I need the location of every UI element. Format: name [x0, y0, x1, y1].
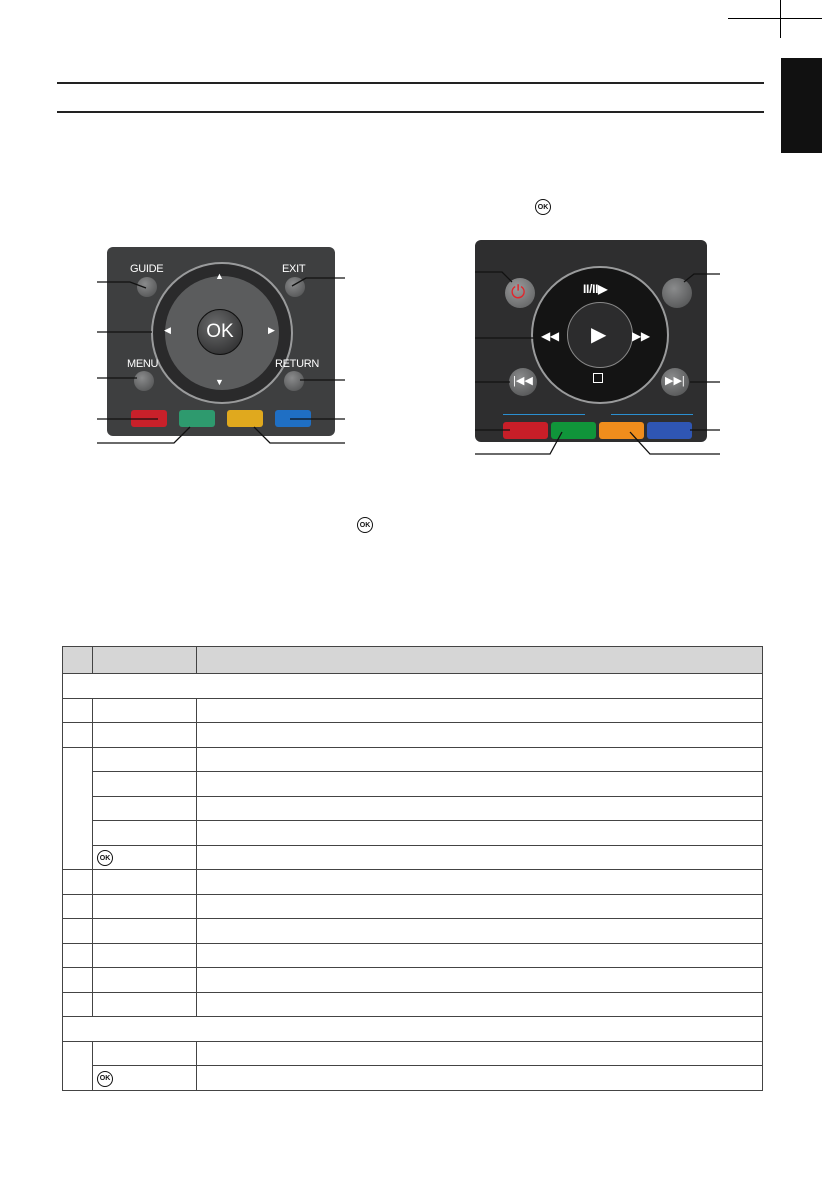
table-cell: [197, 747, 763, 772]
table-cell: [197, 968, 763, 993]
table-cell: [63, 992, 93, 1017]
table-group-row: [63, 1017, 763, 1042]
pause-play-label[interactable]: II/II▶: [583, 282, 608, 296]
blue-button[interactable]: [275, 410, 311, 427]
divider-right: [611, 414, 693, 415]
table-row: [63, 796, 763, 821]
table-cell: [63, 747, 93, 870]
key-function-table: [62, 646, 763, 1091]
table-cell: [197, 894, 763, 919]
arrow-left-icon[interactable]: ◀: [164, 325, 171, 335]
crop-mark-v: [780, 0, 781, 38]
table-row: [63, 845, 763, 870]
table-cell: [93, 943, 197, 968]
table-cell: [197, 870, 763, 895]
orange-button[interactable]: [599, 422, 644, 439]
table-cell: [197, 821, 763, 846]
ok-icon: OK: [535, 199, 551, 215]
table-cell: [63, 870, 93, 895]
green-button[interactable]: [551, 422, 596, 439]
skip-back-icon: |◀◀: [513, 375, 533, 387]
table-header-row: [63, 647, 763, 674]
table-cell: [93, 821, 197, 846]
blue-button[interactable]: [647, 422, 692, 439]
return-label: RETURN: [275, 358, 320, 370]
red-button[interactable]: [131, 410, 167, 427]
table-cell: [93, 723, 197, 748]
power-button[interactable]: [505, 278, 535, 308]
table-row: [63, 772, 763, 797]
skip-back-button[interactable]: [509, 368, 537, 396]
ok-button-label: OK: [206, 321, 234, 342]
table-cell: [197, 1041, 763, 1066]
table-row: [63, 723, 763, 748]
table-cell: [93, 698, 197, 723]
table-row: [63, 943, 763, 968]
table-cell: [93, 796, 197, 821]
ok-button[interactable]: [197, 309, 243, 355]
power-icon: ⏻: [511, 282, 526, 302]
table-cell: [197, 772, 763, 797]
skip-forward-button[interactable]: [661, 368, 689, 396]
red-button[interactable]: [503, 422, 548, 439]
yellow-button[interactable]: [227, 410, 263, 427]
rewind-icon[interactable]: ◀◀: [541, 329, 559, 343]
table-cell: [63, 919, 93, 944]
table-cell: [63, 894, 93, 919]
table-row: [63, 968, 763, 993]
table-cell: [63, 968, 93, 993]
guide-button[interactable]: [137, 277, 157, 297]
table-cell: [93, 968, 197, 993]
blank-button[interactable]: [662, 278, 692, 308]
fast-forward-icon[interactable]: ▶▶: [632, 329, 650, 343]
table-cell: [93, 992, 197, 1017]
table-row: [63, 1066, 763, 1091]
table-cell: [93, 870, 197, 895]
table-cell: [197, 796, 763, 821]
table-cell: [93, 845, 197, 870]
table-row: [63, 1041, 763, 1066]
table-cell: [197, 698, 763, 723]
menu-label: MENU: [127, 358, 159, 370]
table-cell: [63, 723, 93, 748]
table-group-row: [63, 674, 763, 699]
header-cell: [93, 647, 197, 674]
arrow-down-icon[interactable]: ▼: [215, 377, 224, 387]
table-cell: [197, 919, 763, 944]
table-row: [63, 747, 763, 772]
play-icon[interactable]: ▶: [591, 324, 607, 346]
table-cell: [93, 772, 197, 797]
table-row: [63, 894, 763, 919]
ok-icon: OK: [357, 517, 373, 533]
exit-label: EXIT: [282, 263, 306, 275]
side-language-tab: [781, 58, 822, 153]
ok-icon: OK: [97, 1071, 113, 1087]
divider-left: [503, 414, 585, 415]
green-button[interactable]: [179, 410, 215, 427]
table-cell: [93, 1066, 197, 1091]
table-cell: [93, 894, 197, 919]
table-cell: [93, 1041, 197, 1066]
guide-label: GUIDE: [130, 263, 164, 275]
header-rule-top: [57, 82, 764, 84]
stop-icon[interactable]: [593, 373, 603, 383]
table-row: [63, 992, 763, 1017]
menu-button[interactable]: [134, 371, 154, 391]
table-cell: [197, 943, 763, 968]
table-cell: [197, 1066, 763, 1091]
table-cell: [63, 943, 93, 968]
remote-control-right: [475, 240, 707, 442]
group-cell: [63, 674, 763, 699]
header-rule-bottom: [57, 111, 764, 113]
table-cell: [197, 845, 763, 870]
table-row: [63, 821, 763, 846]
exit-button[interactable]: [285, 277, 305, 297]
table-cell: [197, 723, 763, 748]
ok-icon: OK: [97, 850, 113, 866]
group-cell: [63, 1017, 763, 1042]
table-cell: [93, 919, 197, 944]
table-cell: [63, 1041, 93, 1090]
table-row: [63, 698, 763, 723]
arrow-right-icon[interactable]: ▶: [268, 325, 275, 335]
remote-control-left: [107, 247, 335, 436]
table-row: [63, 919, 763, 944]
return-button[interactable]: [284, 371, 304, 391]
arrow-up-icon[interactable]: ▲: [215, 271, 224, 281]
table-cell: [197, 992, 763, 1017]
header-cell: [197, 647, 763, 674]
crop-mark-h: [728, 18, 822, 19]
table-row: [63, 870, 763, 895]
table-cell: [63, 698, 93, 723]
header-cell: [63, 647, 93, 674]
skip-forward-icon: ▶▶|: [665, 375, 685, 387]
table-cell: [93, 747, 197, 772]
